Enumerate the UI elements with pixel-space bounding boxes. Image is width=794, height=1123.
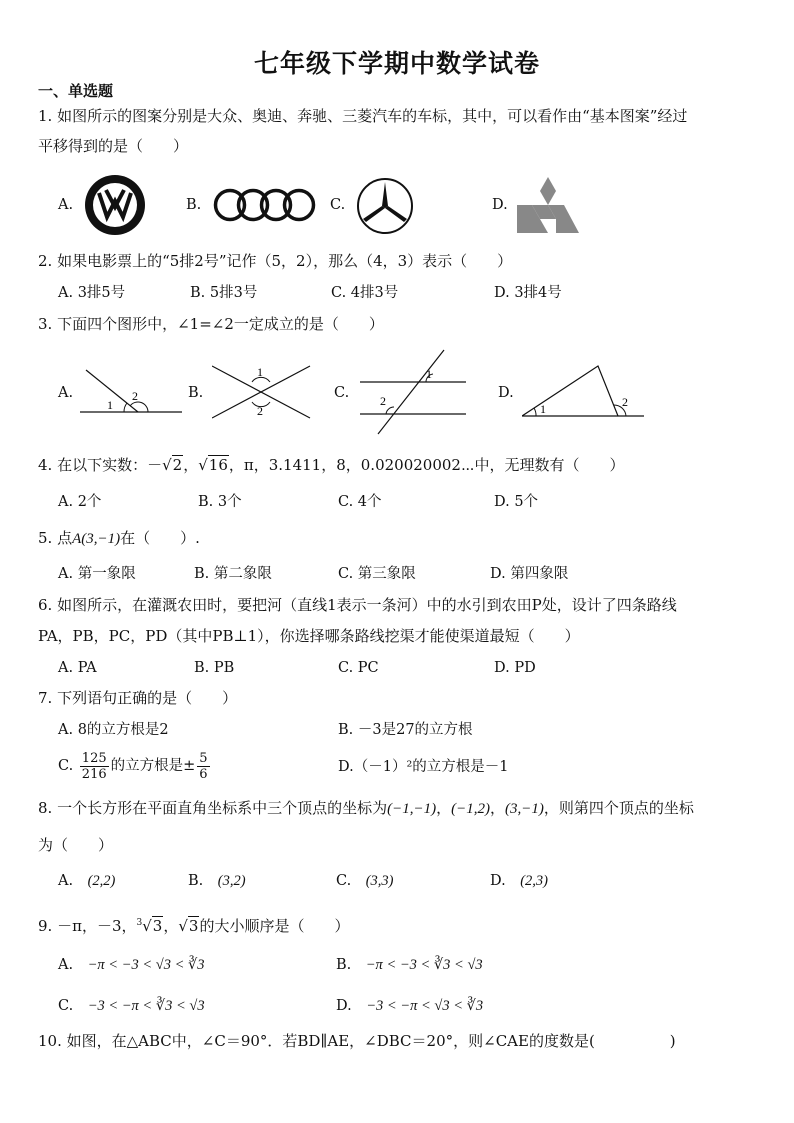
q2-option-b[interactable]: B. 5排3号 xyxy=(190,285,258,301)
q7c-label: C. xyxy=(58,758,74,774)
q9-prefix: 9. －π，－3， xyxy=(38,917,137,935)
q3d-angle-2: 2 xyxy=(622,395,628,409)
q7c-numerator: 125 xyxy=(81,750,107,766)
q9-cbrt-3: 3 xyxy=(152,917,163,935)
q6-option-c[interactable]: C. PC xyxy=(338,660,379,676)
question-8-line-1 xyxy=(38,798,694,819)
q5-option-b[interactable]: B. 第二象限 xyxy=(194,566,272,582)
q5-suffix: 在（ ）. xyxy=(120,529,200,547)
q9a-expression: −π < −3 < √3 < ∛3 xyxy=(87,957,205,973)
q9b-label: B. xyxy=(336,957,352,973)
q9a-label: A. xyxy=(58,957,74,973)
q9b-expression: −π < −3 < ∛3 < √3 xyxy=(365,957,483,973)
q9-option-d[interactable] xyxy=(336,996,483,1016)
question-2: 2. 如果电影票上的“5排2号”记作（5，2），那么（4，3）表示（ ） xyxy=(38,252,513,270)
q1-option-b[interactable]: B. xyxy=(186,197,202,213)
q9-cbrt-index: 3 xyxy=(136,918,143,928)
q8-point-3: (3,−1) xyxy=(504,801,544,817)
q8-option-b[interactable] xyxy=(188,871,246,891)
q3c-angle-1: 1 xyxy=(426,367,432,381)
q7c-numerator-2: 5 xyxy=(199,750,208,766)
q3a-angle-1: 1 xyxy=(107,398,113,412)
question-1-line-2: 平移得到的是（ ） xyxy=(38,137,189,155)
q5-prefix: 5. 点 xyxy=(38,529,73,547)
q5-option-a[interactable]: A. 第一象限 xyxy=(58,566,136,582)
q3a-angle-2: 2 xyxy=(132,389,138,403)
q8-option-c[interactable] xyxy=(336,871,393,891)
q6-option-a[interactable]: A. PA xyxy=(58,660,97,676)
question-1-line-1: 1. 如图所示的图案分别是大众、奥迪、奔驰、三菱汽车的车标，其中，可以看作由“基本图案”经过 xyxy=(38,107,688,125)
q7c-denominator-2: 6 xyxy=(199,766,208,782)
mitsubishi-logo-icon xyxy=(517,176,579,236)
q4-option-b[interactable]: B. 3个 xyxy=(198,494,242,510)
q4-option-c[interactable]: C. 4个 xyxy=(338,494,382,510)
q4-sqrt-16: 16 xyxy=(208,456,228,474)
question-10: 10. 如图，在△ABC中，∠C＝90°．若BD∥AE，∠DBC＝20°，则∠CAE的度数是( ) xyxy=(38,1032,676,1050)
q7c-denominator: 216 xyxy=(81,766,107,782)
q1-option-c[interactable]: C. xyxy=(330,197,346,213)
q8b-value: (3,2) xyxy=(217,873,246,889)
q7c-text: 的立方根是± xyxy=(110,758,196,774)
question-3: 3. 下面四个图形中，∠1=∠2一定成立的是（ ） xyxy=(38,315,384,333)
q8-prefix: 8. 一个长方形在平面直角坐标系中三个顶点的坐标为 xyxy=(38,799,388,817)
q8-sep-1: ， xyxy=(436,799,452,817)
q3-option-d[interactable]: D. xyxy=(498,385,514,401)
q8-point-1: (−1,−1) xyxy=(387,801,437,817)
q8-option-d[interactable] xyxy=(490,871,548,891)
q8d-value: (2,3) xyxy=(520,873,549,889)
q8-sep-2: ， xyxy=(489,799,505,817)
q9c-expression: −3 < −π < ∛3 < √3 xyxy=(87,998,205,1014)
question-9: 9. －π，－3，$^3$√3，√3的大小顺序是（ ） xyxy=(38,917,350,935)
q9-option-c[interactable] xyxy=(58,996,205,1016)
section-heading: 一、单选题 xyxy=(38,82,114,100)
q4-option-d[interactable]: D. 5个 xyxy=(494,494,539,510)
question-4: 4. 在以下实数：－√2，√16，π，3.1411，8，0.020020002⋯中，无理数有（ ） xyxy=(38,456,625,474)
q8-point-2: (−1,2) xyxy=(451,801,490,817)
q4-prefix: 4. 在以下实数：－ xyxy=(38,456,163,474)
q8c-label: C. xyxy=(336,873,352,889)
q5-point: A(3,−1) xyxy=(72,531,121,547)
q4-sqrt-2: 2 xyxy=(172,456,183,474)
q9-sep: ， xyxy=(163,917,179,935)
q9-suffix: 的大小顺序是（ ） xyxy=(199,917,350,935)
q3d-angle-1: 1 xyxy=(540,402,546,416)
page-title: 七年级下学期中数学试卷 xyxy=(253,49,540,78)
q1-option-d[interactable]: D. xyxy=(492,197,508,213)
q7-option-c[interactable] xyxy=(58,747,212,785)
q3-figure-a xyxy=(80,362,184,416)
q3-option-c[interactable]: C. xyxy=(334,385,350,401)
q3c-angle-2: 2 xyxy=(380,394,386,408)
q3-figure-c xyxy=(358,348,468,436)
q3b-angle-2: 2 xyxy=(257,404,263,418)
question-8-line-2: 为（ ） xyxy=(38,836,114,854)
q8-option-a[interactable] xyxy=(58,871,115,891)
q4-rest: ，π，3.1411，8，0.020020002⋯中，无理数有（ ） xyxy=(228,456,625,474)
q4-separator: ， xyxy=(183,456,199,474)
q2-option-c[interactable]: C. 4排3号 xyxy=(331,285,399,301)
q7-option-b[interactable]: B. －3是27的立方根 xyxy=(338,722,473,738)
q8a-value: (2,2) xyxy=(87,873,116,889)
q8b-label: B. xyxy=(188,873,204,889)
q7-option-d[interactable]: D.（－1）²的立方根是－1 xyxy=(338,759,509,775)
question-6-line-1: 6. 如图所示，在灌溉农田时，要把河（直线1表示一条河）中的水引到农田P处，设计了四条路线 xyxy=(38,596,677,614)
question-5 xyxy=(38,528,200,549)
q8c-value: (3,3) xyxy=(365,873,394,889)
q3-option-a[interactable]: A. xyxy=(58,385,74,401)
q9d-label: D. xyxy=(336,998,352,1014)
q8-suffix: ，则第四个顶点的坐标 xyxy=(543,799,694,817)
q3-figure-d xyxy=(522,364,646,420)
q9d-expression: −3 < −π < √3 < ∛3 xyxy=(366,998,484,1014)
q6-option-d[interactable]: D. PD xyxy=(494,660,536,676)
q1-option-a[interactable]: A. xyxy=(58,197,74,213)
q8d-label: D. xyxy=(490,873,506,889)
question-6-line-2: PA，PB，PC，PD（其中PB⊥1），你选择哪条路线挖渠才能使渠道最短（ ） xyxy=(38,627,580,645)
mercedes-logo-icon xyxy=(356,177,414,235)
q5-option-c[interactable]: C. 第三象限 xyxy=(338,566,416,582)
q3-option-b[interactable]: B. xyxy=(188,385,204,401)
q2-option-a[interactable]: A. 3排5号 xyxy=(58,285,126,301)
q2-option-d[interactable]: D. 3排4号 xyxy=(494,285,562,301)
q9-option-a[interactable] xyxy=(58,955,204,975)
q3-figure-b xyxy=(212,360,312,424)
q5-option-d[interactable]: D. 第四象限 xyxy=(490,566,569,582)
q6-option-b[interactable]: B. PB xyxy=(194,660,235,676)
q3b-angle-1: 1 xyxy=(257,365,263,379)
question-7: 7. 下列语句正确的是（ ） xyxy=(38,689,238,707)
q9c-label: C. xyxy=(58,998,74,1014)
q4-option-a[interactable]: A. 2个 xyxy=(58,494,102,510)
q8a-label: A. xyxy=(58,873,74,889)
audi-logo-icon xyxy=(211,187,317,223)
q9-option-b[interactable] xyxy=(336,955,483,975)
volkswagen-logo-icon xyxy=(84,174,146,236)
q9-sqrt-3: 3 xyxy=(188,917,199,935)
q7-option-a[interactable]: A. 8的立方根是2 xyxy=(58,722,169,738)
